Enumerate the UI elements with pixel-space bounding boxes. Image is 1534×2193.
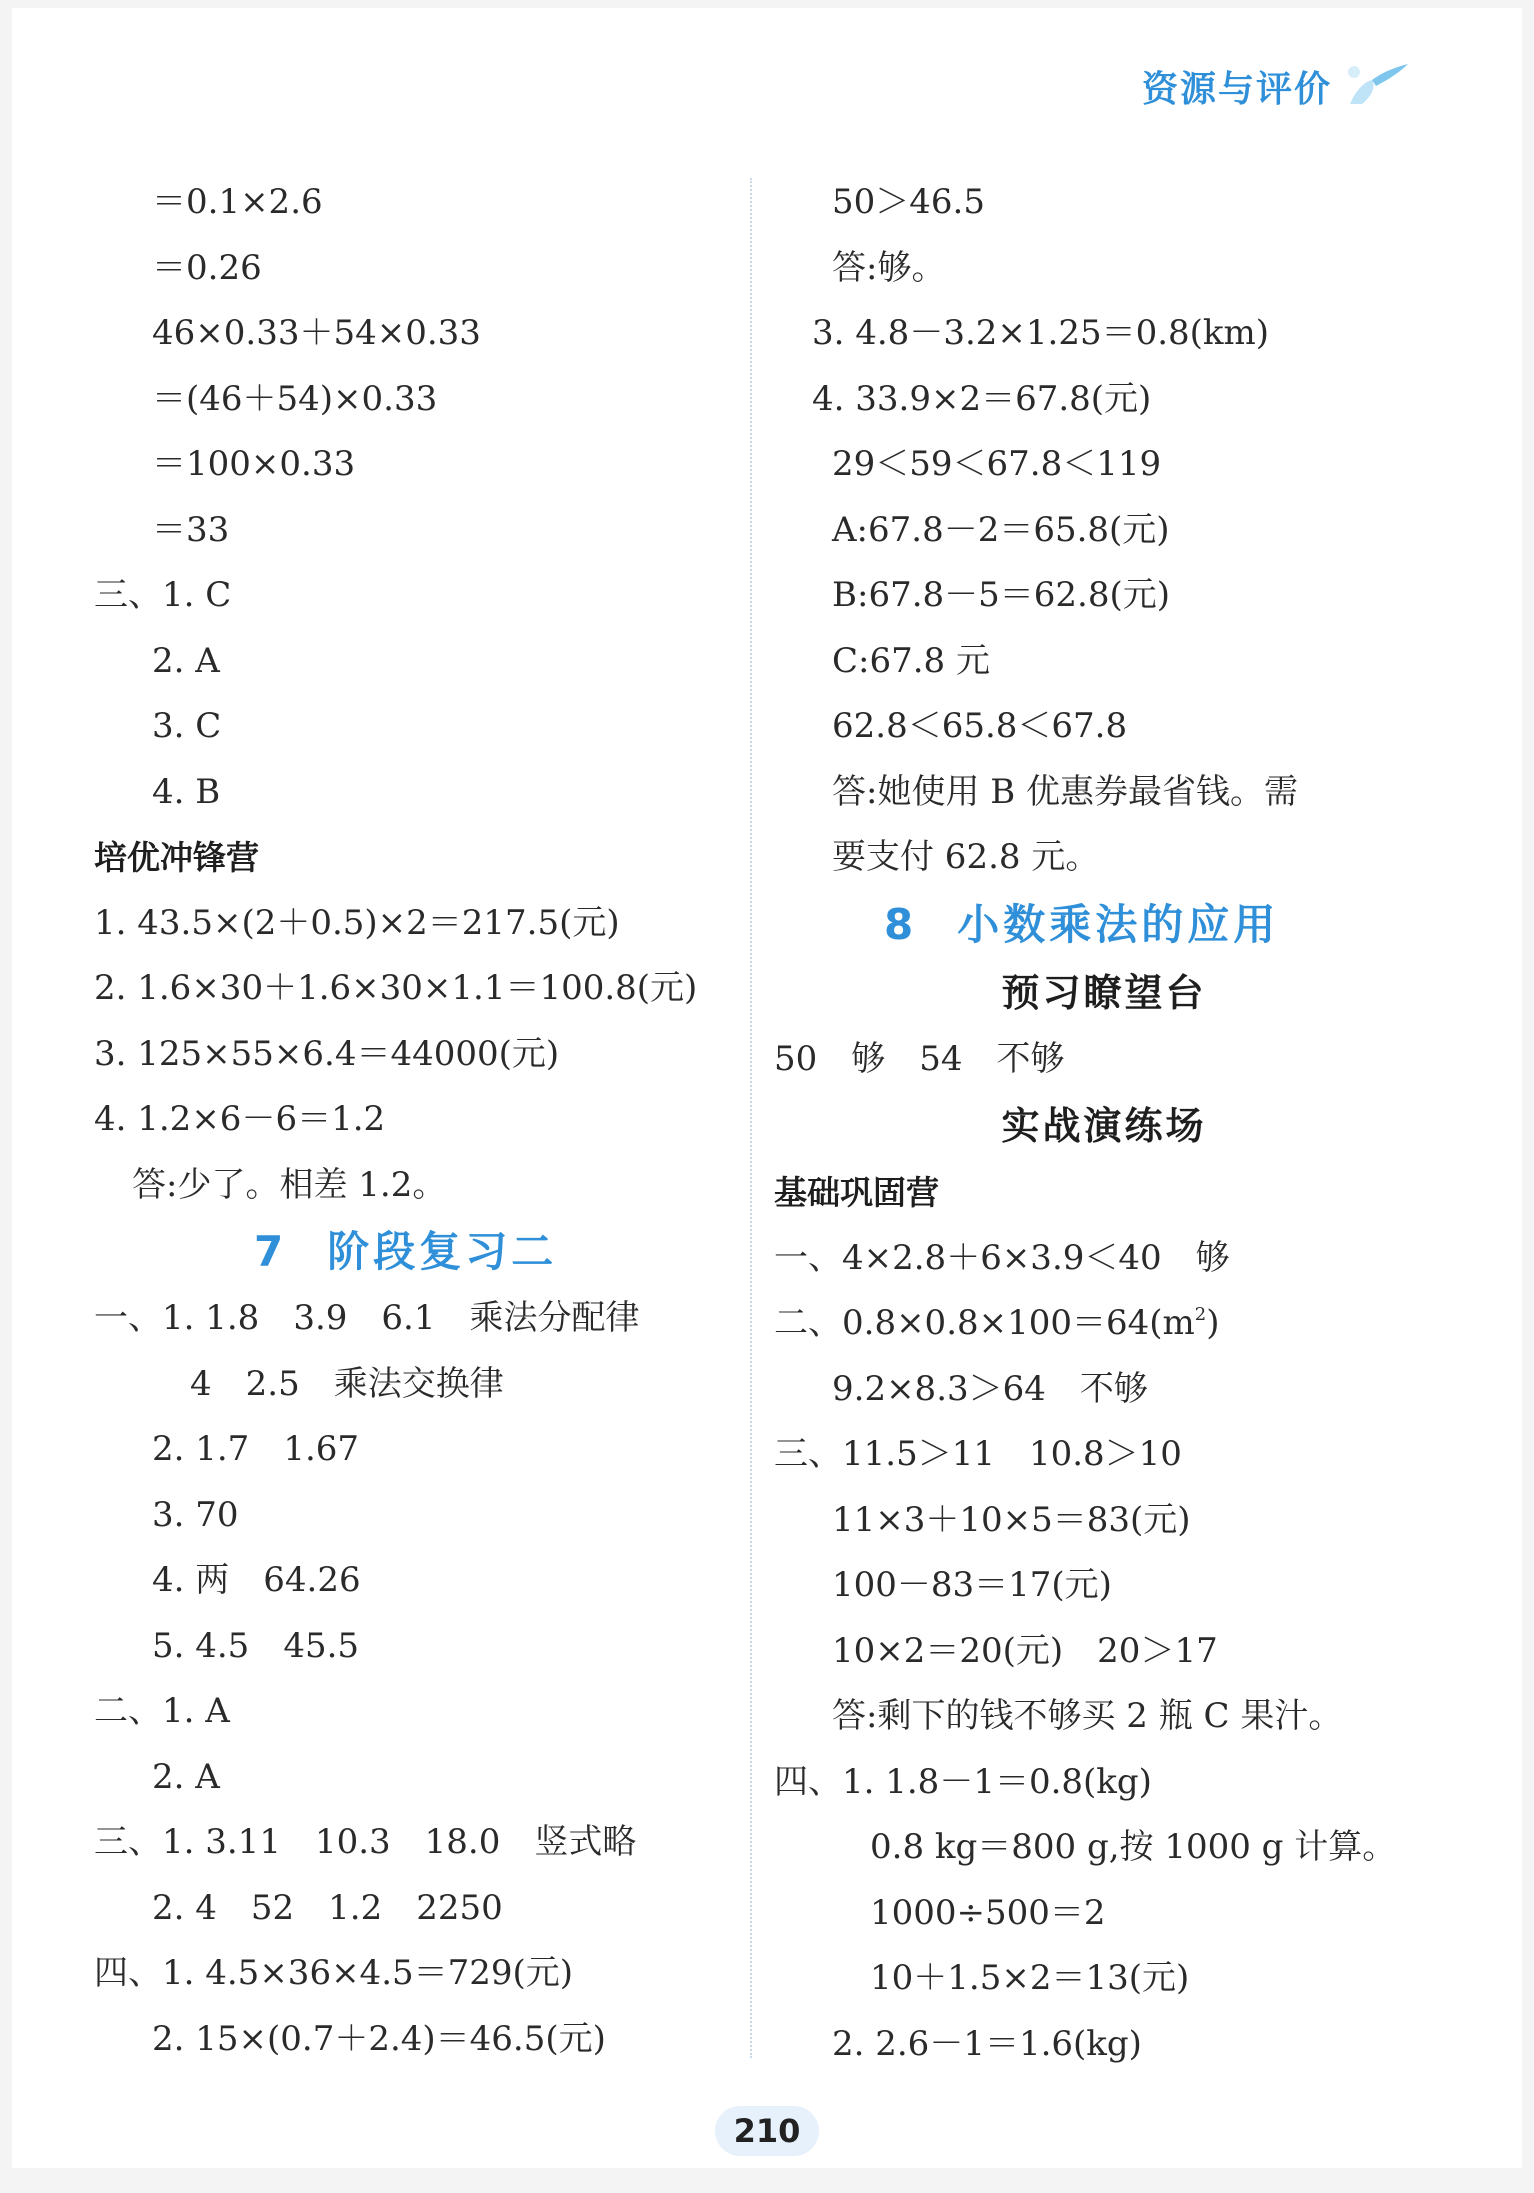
- right-column: [774, 170, 1434, 2077]
- answer-line: ＝(46＋54)×0.33: [152, 378, 438, 419]
- chapter-title: 小数乘法的应用: [957, 899, 1280, 949]
- section-heading: 预习瞭望台: [1001, 970, 1207, 1015]
- section-heading: 实战演练场: [1001, 1104, 1207, 1148]
- answer-line: B:67.8－5＝62.8(元): [832, 575, 1171, 615]
- answer-line: 46×0.33＋54×0.33: [152, 313, 481, 353]
- answer-line: 50＞46.5: [832, 182, 985, 222]
- chapter-number: 7: [254, 1227, 288, 1276]
- chapter-heading: [774, 891, 1434, 959]
- answer-line: 1. 43.5×(2＋0.5)×2＝217.5(元): [94, 902, 620, 943]
- answer-line: 答:她使用 B 优惠券最省钱。需: [832, 771, 1299, 812]
- answer-line: 0.8 kg＝800 g,按 1000 g 计算。: [870, 1827, 1397, 1867]
- answer-line: 3. 4.8－3.2×1.25＝0.8(km): [812, 313, 1270, 353]
- answer-line: 三、11.5＞11 10.8＞10: [774, 1434, 1182, 1474]
- answer-line: 二、1. A: [94, 1691, 230, 1731]
- answer-line: 62.8＜65.8＜67.8: [832, 706, 1128, 746]
- answer-line: 10＋1.5×2＝13(元): [870, 1958, 1190, 1998]
- answer-line: 2. 1.7 1.67: [152, 1429, 360, 1469]
- answer-line: 2. 1.6×30＋1.6×30×1.1＝100.8(元): [94, 968, 698, 1008]
- answer-line: 2. A: [152, 1756, 220, 1797]
- subheading: 培优冲锋营: [94, 838, 259, 877]
- answer-line: ＝100×0.33: [152, 444, 356, 484]
- chapter-title: 阶段复习二: [327, 1227, 558, 1276]
- answer-line: 100－83＝17(元): [832, 1565, 1112, 1605]
- answer-line: 2. A: [152, 640, 220, 681]
- page-number-badge: [715, 2106, 819, 2156]
- answer-line: 三、1. 3.11 10.3 18.0 竖式略: [94, 1822, 637, 1862]
- answer-line: C:67.8 元: [832, 640, 990, 681]
- chapter-heading: [94, 1218, 734, 1286]
- header-title: 资源与评价: [1141, 68, 1332, 110]
- subheading: 基础巩固营: [774, 1173, 939, 1212]
- chapter-number: 8: [884, 899, 918, 949]
- answer-line: 11×3＋10×5＝83(元): [832, 1499, 1191, 1540]
- answer-line: 4. 1.2×6－6＝1.2: [94, 1099, 386, 1139]
- answer-line: 4 2.5 乘法交换律: [190, 1363, 504, 1404]
- answer-line: 3. 125×55×6.4＝44000(元): [94, 1033, 560, 1074]
- answer-line: 3. C: [152, 706, 222, 746]
- answer-line: 四、1. 4.5×36×4.5＝729(元): [94, 1953, 574, 1993]
- page-number: 210: [733, 2112, 801, 2150]
- answer-line: 10×2＝20(元) 20＞17: [832, 1630, 1218, 1671]
- answer-line: 4. 33.9×2＝67.8(元): [812, 378, 1152, 419]
- answer-line: 2. 2.6－1＝1.6(kg): [832, 2023, 1142, 2064]
- answer-line: 一、4×2.8＋6×3.9＜40 够: [774, 1237, 1230, 1278]
- answer-line: 一、1. 1.8 3.9 6.1 乘法分配律: [94, 1298, 640, 1338]
- answer-line: 50 够 54 不够: [774, 1038, 1065, 1079]
- answer-line: 29＜59＜67.8＜119: [832, 444, 1162, 484]
- answer-line: 三、1. C: [94, 575, 232, 615]
- answer-line: 5. 4.5 45.5: [152, 1625, 360, 1666]
- answer-line: 2. 15×(0.7＋2.4)＝46.5(元): [152, 2018, 606, 2059]
- column-divider: [750, 178, 752, 2058]
- answer-line: 1000÷500＝2: [870, 1892, 1106, 1933]
- answer-line: 2. 4 52 1.2 2250: [152, 1887, 503, 1928]
- answer-line: 要支付 62.8 元。: [832, 837, 1100, 877]
- answer-line: 答:少了。相差 1.2。: [132, 1164, 447, 1205]
- answer-line: ＝33: [152, 509, 230, 550]
- answer-text: 二、0.8×0.8×100＝64(m: [774, 1303, 1195, 1343]
- header: [1142, 60, 1414, 112]
- page: [12, 8, 1522, 2168]
- answer-line: 四、1. 1.8－1＝0.8(kg): [774, 1761, 1152, 1802]
- answer-line: 答:够。: [832, 247, 946, 288]
- paintbrush-icon: [1342, 60, 1414, 112]
- answer-line: 4. 两 64.26: [152, 1560, 361, 1600]
- answer-text-tail: ): [1206, 1303, 1220, 1343]
- answer-line: 9.2×8.3＞64 不够: [832, 1368, 1148, 1409]
- answer-line: 答:剩下的钱不够买 2 瓶 C 果汁。: [832, 1696, 1343, 1736]
- answer-line: 4. B: [152, 771, 221, 812]
- answer-line: 3. 70: [152, 1494, 239, 1535]
- answer-line: ＝0.1×2.6: [152, 182, 323, 222]
- superscript: 2: [1194, 1304, 1207, 1325]
- left-column: [94, 170, 734, 2072]
- answer-line: [774, 1291, 1434, 1357]
- answer-line: A:67.8－2＝65.8(元): [832, 509, 1170, 550]
- answer-line: ＝0.26: [152, 247, 262, 288]
